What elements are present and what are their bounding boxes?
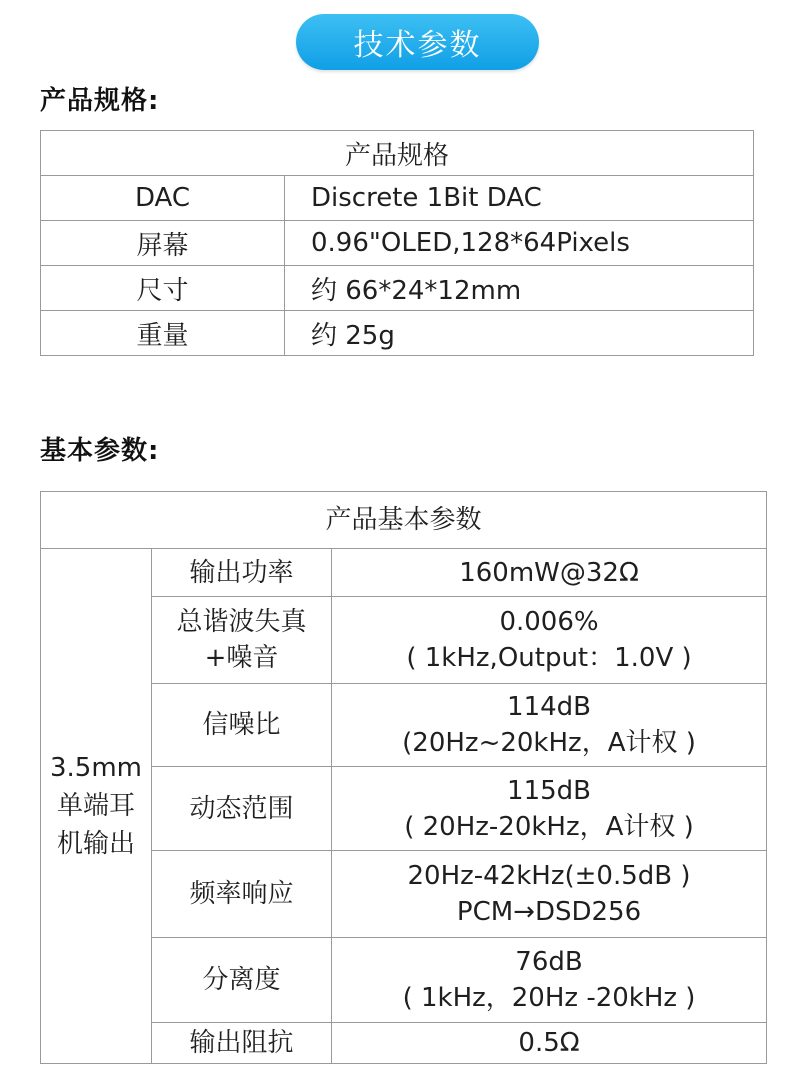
section-title-badge	[296, 14, 539, 70]
table-header-row	[41, 131, 754, 176]
param-label	[152, 1023, 332, 1064]
param-heading: 基本参数:	[40, 436, 160, 466]
spec-table	[40, 130, 754, 356]
label-line: 总谐波失真	[176, 607, 307, 637]
spec-value: 约 25g	[285, 311, 754, 356]
label-line: 输出阻抗	[189, 1028, 294, 1058]
param-value	[332, 549, 767, 597]
spec-label: 重量	[41, 311, 285, 356]
table-header-row	[41, 492, 767, 549]
spec-value: 约 66*24*12mm	[285, 266, 754, 311]
param-label	[152, 851, 332, 938]
value-line: 115dB	[507, 775, 591, 806]
value-line: ( 20Hz-20kHz，A计权 )	[404, 811, 694, 842]
param-category	[41, 549, 152, 1064]
value-line: 0.006%	[499, 607, 599, 637]
param-label	[152, 684, 332, 767]
spec-value: 0.96"OLED,128*64Pixels	[285, 221, 754, 266]
label-line: 分离度	[202, 965, 281, 995]
param-value	[332, 597, 767, 684]
param-label	[152, 938, 332, 1023]
value-line: 20Hz-42kHz(±0.5dB )	[407, 861, 691, 891]
table-row	[41, 266, 754, 311]
category-line: 3.5mm	[49, 753, 142, 783]
table-row	[41, 221, 754, 266]
param-value	[332, 684, 767, 767]
spec-heading: 产品规格:	[40, 86, 160, 116]
param-value	[332, 767, 767, 851]
param-label	[152, 767, 332, 851]
value-line: ( 1kHz,Output：1.0V )	[406, 643, 692, 673]
label-line: 信噪比	[202, 710, 281, 740]
spec-table-title: 产品规格	[41, 131, 754, 176]
param-value	[332, 1023, 767, 1064]
spec-label: 尺寸	[41, 266, 285, 311]
param-table-title: 产品基本参数	[41, 492, 767, 549]
label-line: 动态范围	[189, 793, 294, 824]
param-label	[152, 597, 332, 684]
value-line: 76dB	[515, 947, 583, 977]
table-row	[41, 176, 754, 221]
label-line: 频率响应	[189, 879, 294, 909]
spec-value: Discrete 1Bit DAC	[285, 176, 754, 221]
table-row	[41, 311, 754, 356]
param-value	[332, 938, 767, 1023]
label-line: 输出功率	[189, 557, 294, 588]
value-line: 0.5Ω	[518, 1028, 580, 1058]
label-line: +噪音	[204, 643, 279, 673]
param-label	[152, 549, 332, 597]
section-title-text: 技术参数	[353, 28, 482, 63]
value-line: PCM→DSD256	[456, 897, 642, 927]
spec-label: 屏幕	[41, 221, 285, 266]
category-line: 单端耳	[56, 791, 135, 821]
category-line: 机输出	[56, 829, 135, 859]
param-table	[40, 491, 767, 1064]
value-line: 160mW@32Ω	[459, 557, 639, 588]
table-row	[41, 549, 767, 597]
value-line: (20Hz~20kHz，A计权 )	[402, 728, 696, 758]
spec-label: DAC	[41, 176, 285, 221]
value-line: ( 1kHz，20Hz -20kHz )	[402, 983, 696, 1013]
param-value	[332, 851, 767, 938]
value-line: 114dB	[507, 692, 591, 722]
